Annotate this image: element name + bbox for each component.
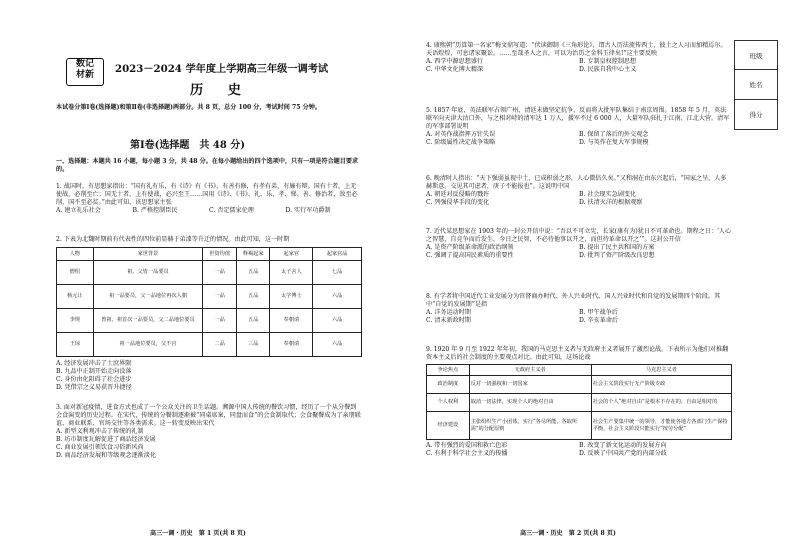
- options: [56, 207, 362, 215]
- question-stem: 1. 战国时，有思想家指出：“国有礼有乐，有《诗》有《书》，有善有修，有孝有弟，有廉有辩。国有十者，上无使战，必削至亡；国无十者，上有使战，必兴至王……国用《诗》、《书》、礼、乐、孝、悌、善、修治者，敌至必削，国不至必贫。”由此可知，该思想家主张: [56, 183, 358, 207]
- option-d[interactable]: D. 辛亥革命后: [579, 317, 619, 325]
- table-cell: 奉朝请: [270, 309, 313, 333]
- table-cell: 五品: [236, 261, 270, 285]
- table-cell: 一品: [203, 285, 237, 309]
- option-b[interactable]: B. 提出了民主共和国的方案: [579, 244, 655, 252]
- score-field[interactable]: 得分: [734, 100, 778, 130]
- table-cell: 二品: [203, 333, 237, 357]
- table-cell: 取消一切法律，实现个人的绝对自由: [469, 394, 591, 412]
- table-header-row: [427, 365, 732, 376]
- table-cell: 太学博士: [270, 285, 313, 309]
- table-row: [57, 333, 362, 357]
- question-stem: 8. 有学者将中国近代工业发展分为官督商办时代、外人兴业时代、国人兴业时代和自觉的发展期四个阶段。其中“自觉的发展期”是指: [426, 293, 721, 309]
- table-row: [57, 285, 362, 309]
- footer-page-2: 高三一调・历史 第 2 页(共 8 页): [520, 530, 616, 537]
- option-b[interactable]: B. 改变了新文化运动的发展方向: [579, 442, 667, 450]
- option-d[interactable]: D. 实行军功爵制: [285, 207, 331, 215]
- table-cell: 三品: [236, 333, 270, 357]
- option-d[interactable]: D. 民族自我中心主义: [579, 66, 637, 74]
- option-b[interactable]: B. 甲午战争后: [579, 309, 618, 317]
- option-c[interactable]: C. 清末新政时期: [426, 317, 471, 325]
- options: [426, 442, 732, 458]
- section-title: 第Ⅰ卷(选择题 共 48 分): [130, 140, 246, 151]
- table-cell: 社会主义阶段实行无产阶级专政: [591, 376, 731, 394]
- table-cell: 王琼: [57, 333, 94, 357]
- table-header-cell: 无政府主义者: [469, 365, 591, 376]
- option-b[interactable]: B. 保留了落后的外交观念: [579, 131, 649, 139]
- option-c[interactable]: C. 否定儒家伦理: [209, 207, 254, 215]
- table-row: [427, 412, 732, 440]
- table-header-cell: 家世背景: [93, 248, 203, 261]
- question-5: [426, 107, 732, 147]
- option-a[interactable]: A. 是资产阶级革命派的政治纲领: [426, 244, 514, 252]
- table-header-cell: 起家官品: [313, 248, 362, 261]
- table-cell: 一品: [203, 309, 237, 333]
- table-cell: 僧绍: [57, 261, 94, 285]
- option-b[interactable]: B. 社会现实急剧变化: [579, 191, 637, 199]
- options: [56, 360, 362, 392]
- table-cell: 七品: [313, 261, 362, 285]
- table-row: [57, 309, 362, 333]
- option-b[interactable]: B. 严格控制臣民: [132, 207, 178, 215]
- option-c[interactable]: C. 有利于科学社会主义的传播: [426, 450, 508, 458]
- table-cell: 社会的个人“绝对自由”是根本不存在的，自由是相对的: [591, 394, 731, 412]
- table-header-cell: 释褐起家: [236, 248, 270, 261]
- logo-line1: 数记: [75, 59, 94, 69]
- class-field[interactable]: 班级: [734, 40, 778, 70]
- option-a[interactable]: A. 朝廷对反侵略的戮许: [426, 191, 490, 199]
- option-d[interactable]: D. 与英作在复大军事规模: [579, 139, 649, 147]
- table-cell: 一品: [203, 261, 237, 285]
- table-cell: 六品: [313, 309, 362, 333]
- table-cell: 经济建设: [427, 412, 470, 440]
- table-cell: 反对一切强权和一切国家: [469, 376, 591, 394]
- question-stem: 2. 下表为北魏时期前有代表性的四位前显赫于弟漆等升迁的情况。由此可知，这一时期: [56, 236, 290, 243]
- exam-title: 2023－2024 学年度上学期高三年级一调考试: [115, 63, 329, 75]
- option-a[interactable]: A. 带有强烈的爱国和救亡色彩: [426, 442, 508, 450]
- option-a[interactable]: A. 新型义利观冲击了传统的礼制: [56, 428, 144, 436]
- table-cell: 个人权利: [427, 394, 470, 412]
- table-row: [427, 394, 732, 412]
- name-field[interactable]: 姓名: [734, 70, 778, 100]
- options: [426, 309, 732, 325]
- question-4: [426, 42, 732, 74]
- table-cell: 五品: [236, 285, 270, 309]
- table-cell: 奉朝请: [270, 333, 313, 357]
- table-row: [57, 261, 362, 285]
- option-c[interactable]: C. 强调了提高国民素质的重要性: [426, 252, 514, 260]
- table-cell: 政治制度: [427, 376, 470, 394]
- options: [56, 428, 362, 460]
- question-stem: 5. 1857 年底，英法联军占领广州，清廷未做坚定抗争，反而将大批军队集结于南京周围。1858 年 5 月，英法联军向天津大沽口外，与之相对峙的清军达 1 万人，援军不过 6 000 人，大量军队驻扎于江南、江北大营。清军的军事部署说明: [426, 107, 730, 131]
- option-c[interactable]: C. 列强侵华手段的变化: [426, 199, 490, 207]
- option-b[interactable]: B. 九品中正制开始走向没落: [56, 368, 132, 376]
- question-7: [426, 228, 732, 260]
- table-cell: 杨元让: [57, 285, 94, 309]
- table-header-cell: 马克思主义者: [591, 365, 731, 376]
- options: [426, 191, 732, 207]
- table-cell: 李规: [57, 309, 94, 333]
- table-cell: 六品: [313, 333, 362, 357]
- table-row: [427, 376, 732, 394]
- table-cell: 祖一品要员，父一品地位再次入朝: [93, 285, 203, 309]
- option-a[interactable]: A. 建立礼乐社会: [56, 207, 101, 215]
- question-6: [426, 175, 732, 207]
- option-a[interactable]: A. 洋务运动时期: [426, 309, 471, 317]
- table-cell: 太子舍人: [270, 261, 313, 285]
- logo-line2: 材新: [75, 70, 94, 80]
- section-instruction: 一、选择题：本题共 16 小题，每小题 3 分，共 48 分。在每小题给出的四个选项中，只有一项是符合题目要求的。: [56, 158, 359, 174]
- option-a[interactable]: A. 经济发展冲击了士庶界限: [56, 360, 132, 368]
- option-a[interactable]: A. 对英作战指挥方针失误: [426, 131, 496, 139]
- table-cell: 五品: [236, 309, 270, 333]
- table-cell: 祖一品地位要员，父不官: [93, 333, 203, 357]
- option-b[interactable]: B. 坊市制度瓦解促进了商品经济发展: [56, 436, 156, 444]
- footer-page-1: 高三一调・历史 第 1 页(共 8 页): [150, 530, 246, 537]
- table-header-row: [57, 248, 362, 261]
- table-header-cell: 世资均值: [203, 248, 237, 261]
- option-a[interactable]: A. 西学中源思想盛行: [426, 58, 484, 66]
- table-cell: 主张组织生产小团体，实行“各尽所能，各取所需”的分配原则: [469, 412, 591, 440]
- question-stem: 9. 1920 年 9 月至 1922 年年初，我国的马克思主义者与无政府主义者展开了激烈论战。下表所示为他们对推翻资本主义后的社会制度的主要观点对比。由此可知，这场论战: [426, 346, 729, 362]
- question-stem: 7. 近代某思想家在 1903 年的一封公开信中说：“吾以不可立宪，长家(康有为)犹日不可革命也。期程之日：‘人心之智慧，自竞争而后发生，今日之民智，不必待他事以开之，而但待革命以开之’”。这封公开信: [426, 228, 732, 244]
- table-header-cell: 起家官: [270, 248, 313, 261]
- question-1: [56, 183, 362, 215]
- options: [426, 244, 732, 260]
- table-header-cell: 人物: [57, 248, 94, 261]
- option-b[interactable]: B. 专制皇权控制思想: [579, 58, 637, 66]
- options: [426, 58, 732, 74]
- option-c[interactable]: C. 商业发展引领饮食习俗新风尚: [56, 444, 144, 452]
- question-stem: 6. 晚清时人指出：“天下强弱虽视中土，已成积弱之形，人心微倍久矣。”又和洞在由东兴起后，“国家之呈，人多赫斯意。交见其可虑者，庚子不能报也”。这说明中国: [426, 175, 727, 191]
- table-cell: 社会生产要集中统一的领导，才能使各地方各部门生产保持平衡，社会主义阶段只能实行“按劳分配”: [591, 412, 731, 440]
- question-stem: 3. 面对新冠疫情，进食方式也成了一个公众关注的卫生话题。溯源中国人传统的餐饮习惯，经历了一个从分餐到会食演变的历史过程。在宋代，传统的分餐制逐渐被“同桌席案，同盘而食”的会食制取代；会食聚餐成为了亲朋联谊、商业联系、官场交往等各类需求。这一转变反映出宋代: [56, 404, 361, 428]
- option-d[interactable]: D. 反映了中国共产党的内部分歧: [579, 450, 667, 458]
- data-table: [56, 247, 362, 357]
- logo: [66, 58, 104, 86]
- data-table: [426, 364, 732, 440]
- table-cell: 曾祖、祖首次一品要员，父二品地位要员: [93, 309, 203, 333]
- question-8: [426, 293, 732, 325]
- option-c[interactable]: C. 阶级属性决定战争策略: [426, 139, 496, 147]
- option-d[interactable]: D. 扶清灭洋的根据观察: [579, 199, 643, 207]
- question-9: [426, 346, 732, 458]
- option-d[interactable]: D. 商品经济发展和等级观念逐渐淡化: [56, 452, 156, 460]
- option-c[interactable]: C. 中华文化博大精深: [426, 66, 484, 74]
- question-2: [56, 236, 362, 392]
- subject-title: 历 史: [190, 83, 251, 98]
- table-cell: 祖、父皆一品要员: [93, 261, 203, 285]
- option-c[interactable]: C. 身份由化阻碍了社会进步: [56, 376, 132, 384]
- table-cell: 六品: [313, 285, 362, 309]
- exam-note: 本试卷分第Ⅰ卷(选择题)和第Ⅱ卷(非选择题)两部分。共 8 页，总分 100 分，考试时间 75 分钟。: [56, 104, 321, 111]
- table-header-cell: 争论焦点: [427, 365, 470, 376]
- option-d[interactable]: D. 凭借宗之义易获晋升捷径: [56, 384, 132, 392]
- question-3: [56, 404, 362, 460]
- student-info-boxes: [734, 40, 778, 130]
- option-d[interactable]: D. 批判了资产阶级改良思想: [579, 252, 655, 260]
- question-stem: 4. 康熙朝“历算第一名家”梅文鼎写道：“伏读御制《三角形论》，谓古人历法流传西土，彼土之人习而加精焉尔。天语煌煌，可息诸家聚讼。……至哉圣人之言，可以为治历之金科玉律矣!”这主要反映: [426, 42, 727, 58]
- options: [426, 131, 732, 147]
